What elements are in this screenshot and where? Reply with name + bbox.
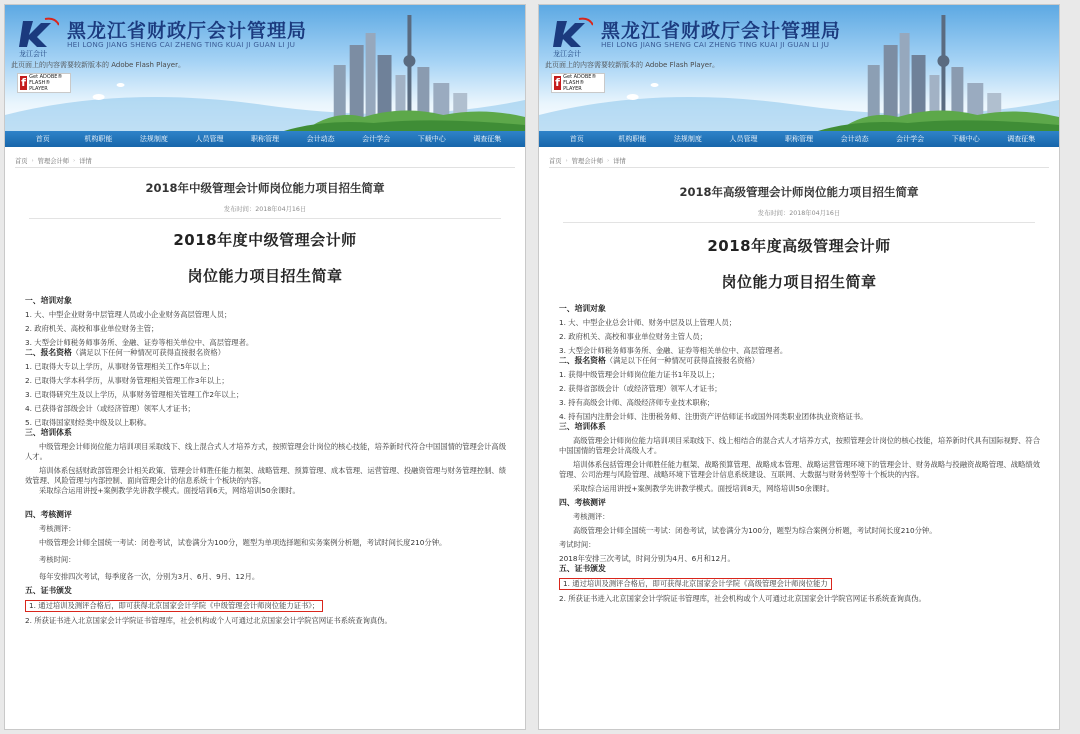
- list-item: 2. 获得省部级会计（或经济管理）领军人才证书；: [559, 384, 722, 393]
- list-item: 1. 获得中级管理会计师岗位能力证书1年及以上；: [559, 370, 719, 379]
- logo-text: 龙江会计: [553, 50, 581, 58]
- main-title-line2: 岗位能力项目招生简章: [187, 267, 343, 285]
- main-title-line2: 岗位能力项目招生简章: [721, 273, 877, 291]
- right-screenshot-panel: [538, 4, 1060, 730]
- logo-text: 龙江会计: [19, 50, 47, 58]
- section-heading-row: [559, 356, 1041, 366]
- nav-survey[interactable]: 调查征集: [473, 135, 502, 143]
- nav-titles[interactable]: 职称管理: [785, 135, 814, 143]
- paragraph: 考核测评：: [573, 512, 610, 521]
- flash-notice: 此页面上的内容需要较新版本的 Adobe Flash Player。: [545, 61, 719, 69]
- section-heading: 二、报名资格: [559, 356, 606, 365]
- article-body: [5, 296, 525, 626]
- section-heading: 四、考核测评: [559, 498, 606, 507]
- article-title: 2018年高级管理会计师岗位能力项目招生简章: [679, 185, 919, 199]
- section-heading: 一、培训对象: [25, 296, 72, 305]
- list-item: 3. 持有高级会计师、高级经济师专业技术职称；: [559, 398, 715, 407]
- nav-home[interactable]: 首页: [35, 135, 50, 143]
- paragraph: 培训体系包括管理会计师胜任能力框架、战略预算管理、战略成本管理、战略运营管理环境下的管理会计、财务战略与投融资战略管理、战略绩效管理、公司治理与风险管理、战略环境下管理会计信息系统建设、互联网、大数据与财务转型等十个板块的内容。: [559, 460, 1040, 479]
- highlighted-certificate-line: 1. 通过培训及测评合格后，即可获得北京国家会计学院《中级管理会计师岗位能力证书》；: [25, 600, 323, 612]
- article-body: [539, 304, 1059, 604]
- list-item: 1. 大、中型企业财务中层管理人员或小企业财务高层管理人员；: [25, 310, 232, 319]
- list-item: 2. 所获证书进入北京国家会计学院证书管理库，社会机构或个人可通过北京国家会计学院官网证书系统查询真伪。: [25, 616, 392, 625]
- publish-date: 发布时间：2018年04月16日: [29, 204, 501, 219]
- nav-society[interactable]: 会计学会: [362, 135, 391, 143]
- list-item: 2. 政府机关、高校和事业单位财务主管人员；: [559, 332, 707, 341]
- site-title: 黑龙江省财政厅会计管理局: [67, 20, 308, 42]
- site-title: 黑龙江省财政厅会计管理局: [601, 20, 842, 42]
- section-heading: 二、报名资格: [25, 348, 72, 357]
- main-nav: [5, 131, 525, 147]
- breadcrumb-home[interactable]: 首页: [15, 158, 28, 165]
- paragraph: 采取综合运用讲授+案例教学先讲教学模式。面授培训6天，网络培训50余课时。: [39, 486, 300, 495]
- section-heading: 三、培训体系: [25, 428, 72, 437]
- nav-news[interactable]: 会计动态: [840, 135, 869, 143]
- publish-date: 发布时间：2018年04月16日: [563, 208, 1035, 223]
- paragraph: 考核测评：: [39, 524, 76, 533]
- section-heading: 四、考核测评: [25, 510, 72, 519]
- section-heading-row: [25, 348, 507, 358]
- site-pinyin: HEI LONG JIANG SHENG CAI ZHENG TING KUAI JI GUAN LI JU: [67, 40, 296, 49]
- paragraph: 每年安排四次考试，每季度各一次，分别为3月、6月、9月、12月。: [39, 572, 260, 581]
- breadcrumb-category[interactable]: 管理会计师: [37, 158, 70, 165]
- nav-home[interactable]: 首页: [569, 135, 584, 143]
- paragraph: 2018年安排三次考试，时间分别为4月、6月和12月。: [559, 554, 735, 563]
- main-nav: [539, 131, 1059, 147]
- site-pinyin: HEI LONG JIANG SHENG CAI ZHENG TING KUAI JI GUAN LI JU: [601, 40, 830, 49]
- list-item: 1. 大、中型企业总会计师、财务中层及以上管理人员；: [559, 318, 737, 327]
- breadcrumb: [15, 154, 515, 168]
- list-item: 2. 已取得大学本科学历，从事财务管理相关管理工作3年以上；: [25, 376, 229, 385]
- nav-functions[interactable]: 机构职能: [84, 135, 113, 143]
- bureau-logo-icon: [19, 17, 59, 49]
- list-item: 3. 已取得研究生及以上学历，从事财务管理相关管理工作2年以上；: [25, 390, 244, 399]
- paragraph: 中级管理会计师全国统一考试：闭卷考试，试卷满分为100分，题型为单项选择题和实务案例分析题，考试时间长度210分钟。: [39, 538, 447, 547]
- list-item: 5. 已取得国家财经类中级及以上职称。: [25, 418, 152, 427]
- paragraph: 中级管理会计师岗位能力培训项目采取线下、线上混合式人才培养方式，按照管理会计岗位的核心技能，培养新时代符合中国国情的管理会计高级人才。: [25, 442, 506, 461]
- section-heading: 五、证书颁发: [25, 586, 72, 595]
- paragraph: 高级管理会计师岗位能力培训项目采取线下、线上相结合的混合式人才培养方式，按照管理会计岗位的核心技能，培养新时代具有国际视野、符合中国国情的管理会计高级人才。: [559, 436, 1040, 455]
- flash-notice: 此页面上的内容需要较新版本的 Adobe Flash Player。: [11, 61, 185, 69]
- nav-regulations[interactable]: 法规制度: [139, 135, 168, 143]
- get-flash-player-button[interactable]: [551, 73, 605, 93]
- bureau-logo-icon: [553, 17, 593, 49]
- nav-functions[interactable]: 机构职能: [618, 135, 647, 143]
- list-item: 2. 政府机关、高校和事业单位财务主管；: [25, 324, 159, 333]
- section-heading: 三、培训体系: [559, 422, 606, 431]
- paragraph: 考试时间：: [559, 540, 596, 549]
- list-item: 2. 所获证书进入北京国家会计学院证书管理库，社会机构或个人可通过北京国家会计学院官网证书系统查询真伪。: [559, 594, 926, 603]
- section-heading: 一、培训对象: [559, 304, 606, 313]
- flash-icon: f: [21, 76, 26, 89]
- list-item: 3. 大型会计师税务师事务所、金融、证券等相关单位中、高层管理者。: [25, 338, 254, 347]
- nav-society[interactable]: 会计学会: [896, 135, 925, 143]
- get-flash-player-button[interactable]: [17, 73, 71, 93]
- flash-badge-text: Get ADOBE® FLASH® PLAYER: [563, 74, 597, 92]
- flash-badge-text: Get ADOBE® FLASH® PLAYER: [29, 74, 63, 92]
- site-banner: [5, 5, 525, 131]
- list-item: 4. 持有国内注册会计师、注册税务师、注册资产评估师证书或国外同类职业团体执业资格证书。: [559, 412, 868, 421]
- nav-personnel[interactable]: 人员管理: [729, 135, 758, 143]
- breadcrumb-separator: ›: [73, 157, 76, 164]
- nav-regulations[interactable]: 法规制度: [673, 135, 702, 143]
- nav-titles[interactable]: 职称管理: [251, 135, 280, 143]
- nav-news[interactable]: 会计动态: [306, 135, 335, 143]
- main-title-line1: 2018年度高级管理会计师: [707, 237, 891, 255]
- paragraph: 培训体系包括财政部管理会计相关政策、管理会计师胜任能力框架、战略管理、预算管理、成本管理、运营管理、投融资管理与财务管理控制、绩效管理、风险管理与内部控制、面向管理会计的信息系统十个板块的内容。: [25, 466, 506, 485]
- nav-survey[interactable]: 调查征集: [1007, 135, 1036, 143]
- breadcrumb-category[interactable]: 管理会计师: [571, 158, 604, 165]
- nav-downloads[interactable]: 下载中心: [951, 135, 980, 143]
- site-banner: [539, 5, 1059, 131]
- nav-downloads[interactable]: 下载中心: [417, 135, 446, 143]
- breadcrumb-home[interactable]: 首页: [549, 158, 562, 165]
- section-heading: 五、证书颁发: [559, 564, 606, 573]
- article-title: 2018年中级管理会计师岗位能力项目招生简章: [145, 181, 385, 195]
- highlighted-certificate-line: 1. 通过培训及测评合格后，即可获得北京国家会计学院《高级管理会计师岗位能力: [559, 578, 832, 590]
- breadcrumb-separator: ›: [31, 157, 34, 164]
- paragraph: 采取综合运用讲授+案例教学先讲教学模式。面授培训8天，网络培训50余课时。: [573, 484, 834, 493]
- breadcrumb-current: 详情: [613, 158, 626, 165]
- section-note: （满足以下任何一种情况可获得直接报名资格）: [605, 356, 760, 365]
- paragraph: 考核时间：: [39, 555, 76, 564]
- paragraph: 高级管理会计师全国统一考试：闭卷考试，试卷满分为100分，题型为综合案例分析题，考试时间长度210分钟。: [573, 526, 937, 535]
- nav-personnel[interactable]: 人员管理: [195, 135, 224, 143]
- flash-icon: f: [555, 76, 560, 89]
- list-item: 3. 大型会计师税务师事务所、金融、证券等相关单位中、高层管理者。: [559, 346, 788, 355]
- list-item: [25, 600, 507, 612]
- breadcrumb: [549, 154, 1049, 168]
- breadcrumb-separator: ›: [607, 157, 610, 164]
- list-item: 1. 已取得大专以上学历，从事财务管理相关工作5年以上；: [25, 362, 215, 371]
- main-title-line1: 2018年度中级管理会计师: [173, 231, 357, 249]
- list-item: 4. 已获得省部级会计（或经济管理）领军人才证书；: [25, 404, 195, 413]
- section-note: （满足以下任何一种情况可获得直接报名资格）: [71, 348, 226, 357]
- list-item: [559, 578, 1041, 590]
- breadcrumb-separator: ›: [565, 157, 568, 164]
- breadcrumb-current: 详情: [79, 158, 92, 165]
- left-screenshot-panel: [4, 4, 526, 730]
